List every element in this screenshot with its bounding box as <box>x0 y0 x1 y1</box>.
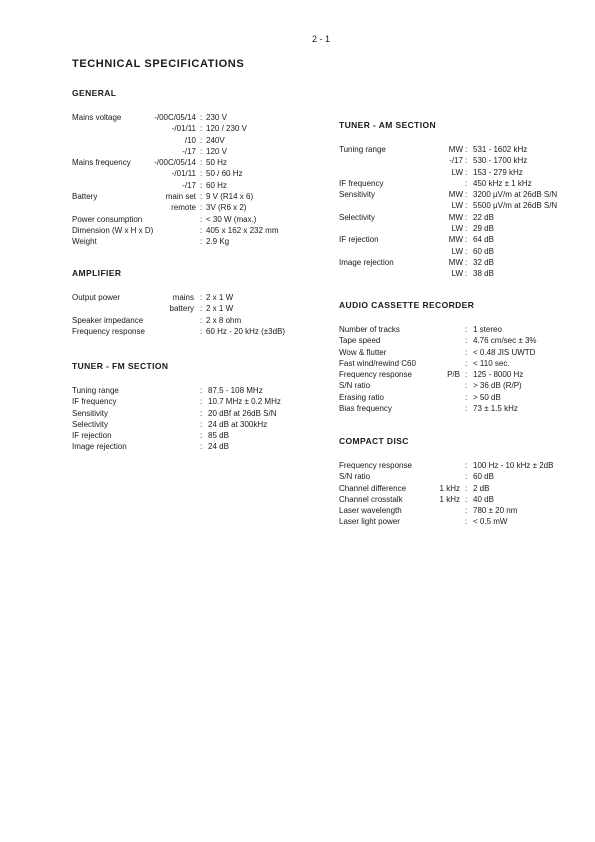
spec-qualifier: MW <box>448 212 463 222</box>
spec-label: S/N ratio <box>339 472 371 482</box>
spec-row <box>339 189 579 200</box>
spec-row <box>72 146 312 157</box>
spec-colon: : <box>200 158 203 168</box>
spec-value: 153 - 279 kHz <box>473 167 523 177</box>
spec-colon: : <box>200 419 203 429</box>
spec-colon: : <box>465 358 468 368</box>
spec-row <box>339 246 579 257</box>
spec-row <box>72 202 312 213</box>
spec-colon: : <box>465 404 468 414</box>
spec-colon: : <box>200 408 203 418</box>
spec-row <box>72 315 312 326</box>
spec-row <box>72 191 312 202</box>
spec-value: 2 x 1 W <box>206 304 234 314</box>
spec-value: 32 dB <box>473 257 494 267</box>
spec-value: 230 V <box>206 113 227 122</box>
spec-value: 2 dB <box>473 483 490 493</box>
spec-value: 64 dB <box>473 235 494 245</box>
spec-value: 531 - 1602 kHz <box>473 145 528 154</box>
page-number: 2 - 1 <box>312 34 331 44</box>
spec-value: 9 V (R14 x 6) <box>206 192 254 202</box>
spec-qualifier: -/00C/05/14 <box>154 158 196 168</box>
spec-colon: : <box>200 113 203 122</box>
spec-label: IF rejection <box>72 431 112 441</box>
spec-value: 1 stereo <box>473 325 502 334</box>
spec-row <box>339 257 579 268</box>
spec-label: Selectivity <box>72 419 109 429</box>
spec-row <box>72 303 312 314</box>
spec-row <box>72 180 312 191</box>
spec-colon: : <box>465 336 468 346</box>
spec-label: Frequency response <box>339 370 412 380</box>
spec-colon: : <box>200 304 203 314</box>
spec-colon: : <box>200 225 203 235</box>
spec-value: 405 x 162 x 232 mm <box>206 225 279 235</box>
spec-value: 50 Hz <box>206 158 227 168</box>
spec-colon: : <box>465 347 468 357</box>
spec-colon: : <box>465 201 468 211</box>
spec-qualifier: LW <box>451 246 463 256</box>
spec-label: IF frequency <box>72 397 117 407</box>
spec-qualifier: LW <box>451 167 463 177</box>
spec-colon: : <box>465 246 468 256</box>
spec-colon: : <box>465 392 468 402</box>
spec-row <box>339 380 579 391</box>
spec-row <box>339 392 579 403</box>
spec-row <box>339 324 579 335</box>
spec-row <box>339 505 579 516</box>
spec-label: Sensitivity <box>339 190 376 200</box>
spec-colon: : <box>465 494 468 504</box>
spec-value: 29 dB <box>473 224 494 234</box>
spec-row <box>72 157 312 168</box>
spec-value: 24 dB <box>208 442 229 452</box>
spec-value: 60 dB <box>473 246 494 256</box>
spec-row <box>339 403 579 414</box>
spec-value: 85 dB <box>208 431 229 441</box>
spec-row <box>72 430 312 441</box>
spec-colon: : <box>200 431 203 441</box>
spec-row <box>339 335 579 346</box>
spec-value: 2 x 8 ohm <box>206 315 242 325</box>
spec-label: Fast wind/rewind C60 <box>339 358 416 368</box>
spec-colon: : <box>465 257 468 267</box>
spec-label: Erasing ratio <box>339 392 384 402</box>
spec-qualifier: -/00C/05/14 <box>154 113 196 122</box>
spec-colon: : <box>465 269 468 279</box>
spec-colon: : <box>465 156 468 166</box>
spec-colon: : <box>465 145 468 154</box>
spec-row <box>339 471 579 482</box>
spec-row <box>72 408 312 419</box>
spec-label: IF frequency <box>339 178 384 188</box>
section-title: AMPLIFIER <box>72 268 122 278</box>
spec-value: 2.9 Kg <box>206 237 230 247</box>
spec-qualifier: LW <box>451 269 463 279</box>
spec-label: Speaker impedance <box>72 315 144 325</box>
spec-qualifier: remote <box>171 203 196 213</box>
spec-value: 22 dB <box>473 212 494 222</box>
spec-qualifier: MW <box>448 257 463 267</box>
spec-qualifier: battery <box>169 304 194 314</box>
spec-row <box>72 441 312 452</box>
section-title: COMPACT DISC <box>339 436 409 446</box>
spec-label: Channel crosstalk <box>339 494 403 504</box>
spec-value: 3V (R6 x 2) <box>206 203 247 213</box>
spec-colon: : <box>465 370 468 380</box>
spec-row <box>72 419 312 430</box>
spec-qualifier: -/01/11 <box>171 169 196 179</box>
section-title: TUNER - AM SECTION <box>339 120 437 130</box>
spec-label: Selectivity <box>339 212 376 222</box>
spec-colon: : <box>200 442 203 452</box>
spec-colon: : <box>200 315 203 325</box>
spec-qualifier: MW <box>448 190 463 200</box>
spec-row <box>72 112 312 123</box>
spec-qualifier: /10 <box>184 135 196 145</box>
spec-label: Weight <box>72 237 97 247</box>
spec-value: 125 - 8000 Hz <box>473 370 524 380</box>
spec-colon: : <box>200 386 203 395</box>
spec-row <box>72 292 312 303</box>
spec-qualifier: P/B <box>447 370 460 380</box>
spec-value: 20 dBf at 26dB S/N <box>208 408 277 418</box>
spec-value: 50 / 60 Hz <box>206 169 243 179</box>
section-title: GENERAL <box>72 88 117 98</box>
spec-row <box>72 326 312 337</box>
spec-colon: : <box>200 397 203 407</box>
spec-qualifier: mains <box>172 293 194 302</box>
spec-colon: : <box>200 146 203 156</box>
spec-row <box>339 460 579 471</box>
section-compact-disc <box>339 436 579 528</box>
spec-colon: : <box>200 203 203 213</box>
spec-colon: : <box>465 190 468 200</box>
spec-label: Mains frequency <box>72 158 131 168</box>
spec-value: < 0.5 mW <box>473 517 508 527</box>
spec-label: Tuning range <box>339 145 386 154</box>
spec-value: < 0.48 JIS UWTD <box>473 347 536 357</box>
spec-value: 5500 µV/m at 26dB S/N <box>473 201 558 211</box>
spec-colon: : <box>200 326 203 336</box>
spec-colon: : <box>200 293 203 302</box>
section-tuner-fm <box>72 361 312 453</box>
spec-colon: : <box>465 178 468 188</box>
spec-value: 120 V <box>206 146 227 156</box>
spec-qualifier: 1 kHz <box>439 494 460 504</box>
spec-label: Frequency response <box>339 461 412 470</box>
section-title: AUDIO CASSETTE RECORDER <box>339 300 475 310</box>
spec-qualifier: LW <box>451 224 463 234</box>
spec-value: 24 dB at 300kHz <box>208 419 268 429</box>
spec-row <box>339 178 579 189</box>
section-amplifier <box>72 268 312 337</box>
spec-colon: : <box>200 192 203 202</box>
spec-row <box>339 483 579 494</box>
spec-label: Image rejection <box>72 442 127 452</box>
spec-value: 60 Hz - 20 kHz (±3dB) <box>206 326 286 336</box>
spec-colon: : <box>465 517 468 527</box>
spec-row <box>339 144 579 155</box>
spec-qualifier: -/01/11 <box>171 124 196 134</box>
spec-qualifier: MW <box>448 145 463 154</box>
spec-label: Output power <box>72 293 121 302</box>
section-tuner-am <box>339 120 579 280</box>
spec-label: Power consumption <box>72 214 143 224</box>
spec-row <box>72 168 312 179</box>
spec-row <box>72 225 312 236</box>
spec-colon: : <box>465 472 468 482</box>
spec-value: > 36 dB (R/P) <box>473 381 522 391</box>
spec-value: 3200 µV/m at 26dB S/N <box>473 190 558 200</box>
spec-value: 38 dB <box>473 269 494 279</box>
spec-label: Laser wavelength <box>339 506 402 516</box>
spec-value: 10.7 MHz ± 0.2 MHz <box>208 397 281 407</box>
spec-value: 100 Hz - 10 kHz ± 2dB <box>473 461 554 470</box>
spec-value: > 50 dB <box>473 392 501 402</box>
spec-label: IF rejection <box>339 235 379 245</box>
spec-row <box>72 135 312 146</box>
spec-colon: : <box>465 167 468 177</box>
page-title: TECHNICAL SPECIFICATIONS <box>72 58 245 70</box>
spec-label: Laser light power <box>339 517 400 527</box>
spec-colon: : <box>465 461 468 470</box>
spec-label: Frequency response <box>72 326 145 336</box>
spec-colon: : <box>200 124 203 134</box>
spec-label: S/N ratio <box>339 381 371 391</box>
spec-row <box>72 214 312 225</box>
section-title: TUNER - FM SECTION <box>72 361 169 371</box>
spec-colon: : <box>200 135 203 145</box>
spec-value: < 30 W (max.) <box>206 214 257 224</box>
spec-row <box>339 167 579 178</box>
spec-row <box>72 396 312 407</box>
spec-value: 60 Hz <box>206 180 227 190</box>
spec-label: Tape speed <box>339 336 381 346</box>
spec-value: 780 ± 20 nm <box>473 506 518 516</box>
spec-label: Bias frequency <box>339 404 392 414</box>
spec-row <box>72 236 312 247</box>
section-audio-cassette <box>339 300 579 414</box>
spec-row <box>339 200 579 211</box>
spec-label: Battery <box>72 192 98 202</box>
spec-label: Wow & flutter <box>339 347 387 357</box>
spec-colon: : <box>200 169 203 179</box>
spec-label: Channel difference <box>339 483 407 493</box>
spec-value: 73 ± 1.5 kHz <box>473 404 518 414</box>
spec-colon: : <box>200 237 203 247</box>
spec-label: Dimension (W x H x D) <box>72 225 154 235</box>
section-general <box>72 88 312 248</box>
spec-label: Mains voltage <box>72 113 122 122</box>
spec-qualifier: 1 kHz <box>439 483 460 493</box>
spec-row <box>339 223 579 234</box>
spec-qualifier: -/17 <box>182 180 196 190</box>
spec-value: 530 - 1700 kHz <box>473 156 528 166</box>
spec-label: Sensitivity <box>72 408 109 418</box>
spec-row <box>339 212 579 223</box>
spec-colon: : <box>465 235 468 245</box>
spec-colon: : <box>200 180 203 190</box>
spec-colon: : <box>465 381 468 391</box>
spec-value: 240V <box>206 135 225 145</box>
spec-value: 60 dB <box>473 472 494 482</box>
spec-colon: : <box>465 224 468 234</box>
spec-value: 40 dB <box>473 494 494 504</box>
spec-value: 87.5 - 108 MHz <box>208 386 263 395</box>
spec-value: 2 x 1 W <box>206 293 234 302</box>
spec-row <box>72 123 312 134</box>
spec-label: Tuning range <box>72 386 119 395</box>
spec-colon: : <box>465 212 468 222</box>
spec-value: < 110 sec. <box>473 358 510 368</box>
spec-colon: : <box>200 214 203 224</box>
spec-row <box>339 268 579 279</box>
spec-row <box>339 358 579 369</box>
spec-label: Number of tracks <box>339 325 400 334</box>
spec-qualifier: LW <box>451 201 463 211</box>
spec-row <box>72 385 312 396</box>
spec-row <box>339 347 579 358</box>
spec-value: 450 kHz ± 1 kHz <box>473 178 532 188</box>
spec-label: Image rejection <box>339 257 394 267</box>
spec-value: 120 / 230 V <box>206 124 247 134</box>
spec-qualifier: -/17 <box>449 156 463 166</box>
spec-colon: : <box>465 506 468 516</box>
spec-row <box>339 155 579 166</box>
spec-row <box>339 369 579 380</box>
spec-colon: : <box>465 325 468 334</box>
spec-row <box>339 516 579 527</box>
spec-value: 4.76 cm/sec ± 3% <box>473 336 537 346</box>
spec-row <box>339 494 579 505</box>
spec-qualifier: MW <box>448 235 463 245</box>
spec-colon: : <box>465 483 468 493</box>
spec-qualifier: -/17 <box>182 146 196 156</box>
spec-qualifier: main set <box>165 192 196 202</box>
spec-row <box>339 234 579 245</box>
